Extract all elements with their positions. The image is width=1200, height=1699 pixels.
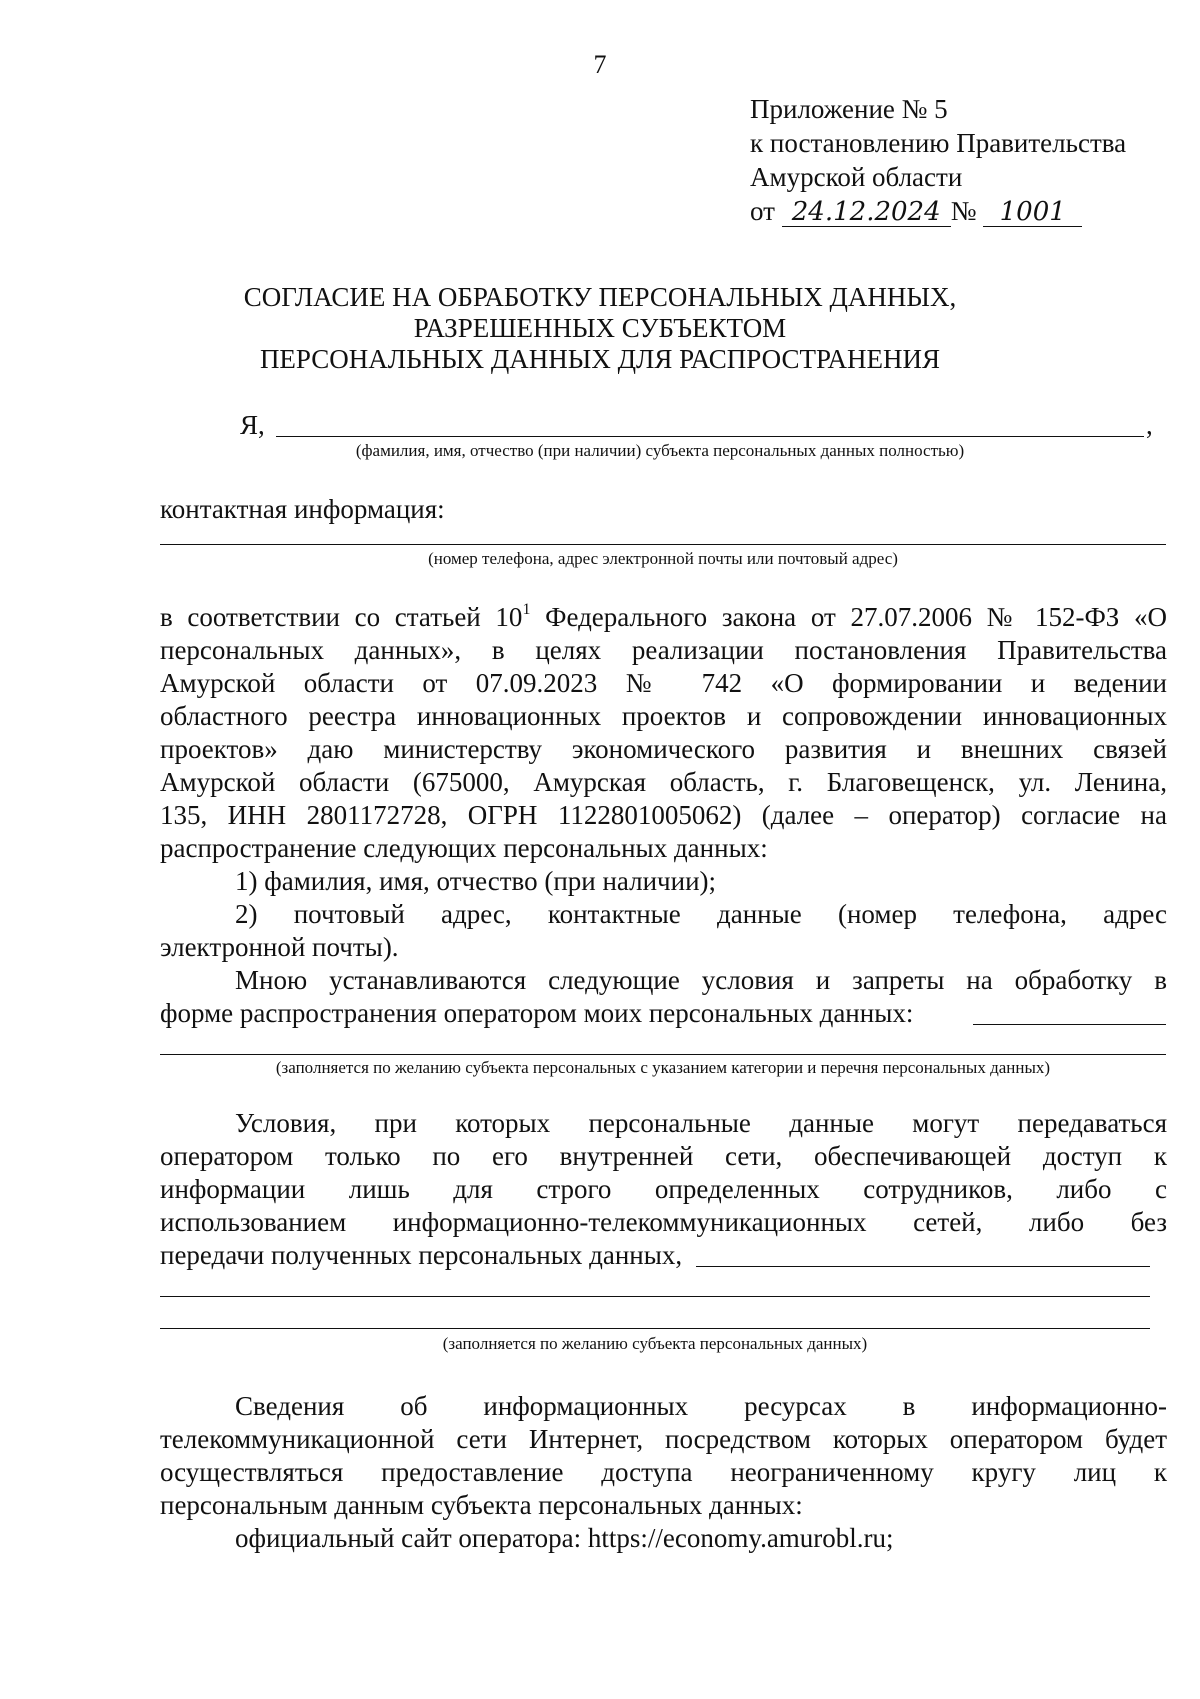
p2-line-1: Мною устанавливаются следующие условия и запреты на обработку в: [235, 965, 1167, 995]
handwritten-number: 1001: [983, 198, 1082, 227]
p2-field-caption: (заполняется по желанию субъекта персональных с указанием категории и перечня персональных данных): [275, 1058, 1051, 1077]
handwritten-date: 24.12.2024: [782, 198, 951, 227]
name-field-line[interactable]: [276, 436, 1144, 437]
title-line-2: РАЗРЕШЕННЫХ СУБЪЕКТОМ: [413, 313, 787, 343]
p4-line-3: осуществляться предоставление доступа неограниченному кругу лиц к: [160, 1457, 1167, 1487]
p2-field-line[interactable]: [160, 1054, 1166, 1055]
p2-line-2: форме распространения оператором моих персональных данных:: [160, 998, 914, 1028]
i-label: Я,: [240, 410, 265, 440]
list-item-1: 1) фамилия, имя, отчество (при наличии);: [235, 866, 717, 896]
p1-line-4: областного реестра инновационных проектов и сопровождении инновационных: [160, 701, 1167, 731]
document-title: [0, 282, 1200, 375]
p3-line-2: оператором только по его внутренней сети, обеспечивающей доступ к: [160, 1141, 1167, 1171]
list-item-2-line-1: 2) почтовый адрес, контактные данные (номер телефона, адрес: [235, 899, 1167, 929]
p1-line-2: персональных данных», в целях реализации постановления Правительства: [160, 635, 1167, 665]
page-number: 7: [593, 50, 607, 79]
i-comma: ,: [1146, 410, 1153, 440]
p3-line-5: передачи полученных персональных данных,: [160, 1240, 683, 1270]
p3-line-4: использованием информационно-телекоммуникационных сетей, либо без: [160, 1207, 1167, 1237]
p1-line-5: проектов» даю министерству экономического развития и внешних связей: [160, 734, 1167, 764]
p3-field-line-2[interactable]: [160, 1328, 1150, 1329]
p1-line-6: Амурской области (675000, Амурская область, г. Благовещенск, ул. Ленина,: [160, 767, 1167, 797]
appendix-date-line: [750, 194, 1170, 228]
p1-line-3: Амурской области от 07.09.2023 № 742 «О формировании и ведении: [160, 668, 1167, 698]
p4-line-4: персональным данным субъекта персональных данных:: [160, 1490, 803, 1520]
p2-inline-field-line[interactable]: [973, 1024, 1166, 1025]
appendix-line-1: Приложение № 5: [750, 94, 948, 124]
p1-line-1: в соответствии со статьей $10^1$ Федерального закона от 27.07.2006 № 152-ФЗ «О: [160, 601, 1167, 632]
appendix-line-3: Амурской области: [750, 162, 963, 192]
p4-line-1: Сведения об информационных ресурсах в информационно-: [235, 1391, 1167, 1421]
p1-line-8: распространение следующих персональных данных:: [160, 833, 768, 863]
from-label: от: [750, 196, 775, 226]
p4-line-2: телекоммуникационной сети Интернет, посредством которых оператором будет: [160, 1424, 1167, 1454]
title-line-3: ПЕРСОНАЛЬНЫХ ДАННЫХ ДЛЯ РАСПРОСТРАНЕНИЯ: [259, 344, 941, 374]
p3-inline-field-line[interactable]: [696, 1266, 1150, 1267]
number-label: №: [950, 196, 977, 226]
p1-line-7: 135, ИНН 2801172728, ОГРН 1122801005062) (далее – оператор) согласие на: [160, 800, 1167, 830]
appendix-line-2: к постановлению Правительства: [750, 128, 1127, 158]
appendix-header: [750, 92, 1170, 228]
list-item-2-line-2: электронной почты).: [160, 932, 399, 962]
p3-field-line-1[interactable]: [160, 1296, 1150, 1297]
contact-field-caption: (номер телефона, адрес электронной почты или почтовый адрес): [428, 549, 898, 568]
p3-field-caption: (заполняется по желанию субъекта персональных данных): [442, 1334, 868, 1353]
contact-field-line[interactable]: [160, 544, 1166, 545]
contact-label: контактная информация:: [160, 494, 445, 524]
title-line-1: СОГЛАСИЕ НА ОБРАБОТКУ ПЕРСОНАЛЬНЫХ ДАННЫХ,: [243, 282, 957, 312]
p3-line-3: информации лишь для строго определенных сотрудников, либо с: [160, 1174, 1167, 1204]
operator-site-line: официальный сайт оператора: https://economy.amurobl.ru;: [235, 1523, 894, 1553]
p3-line-1: Условия, при которых персональные данные могут передаваться: [235, 1108, 1167, 1138]
name-field-caption: (фамилия, имя, отчество (при наличии) субъекта персональных данных полностью): [355, 441, 965, 460]
